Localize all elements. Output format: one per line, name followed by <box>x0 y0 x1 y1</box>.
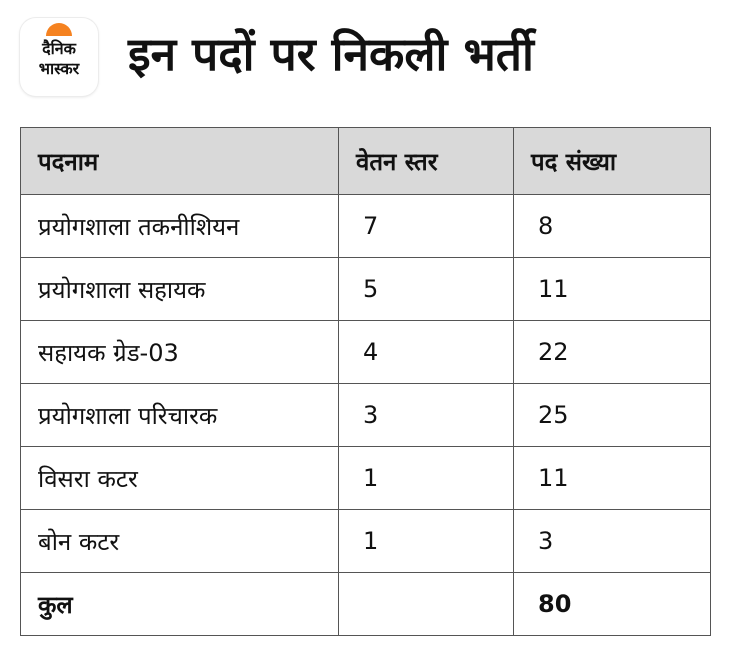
cell-pay-level: 1 <box>339 510 514 573</box>
dainik-bhaskar-logo <box>20 18 98 96</box>
table-row <box>21 384 711 447</box>
cell-post-name: प्रयोगशाला तकनीशियन <box>21 195 339 258</box>
cell-pay-level: 5 <box>339 258 514 321</box>
header-post-name: पदनाम <box>21 128 339 195</box>
cell-pay-level: 4 <box>339 321 514 384</box>
cell-post-name: प्रयोगशाला सहायक <box>21 258 339 321</box>
total-label: कुल <box>21 573 339 636</box>
table-row <box>21 258 711 321</box>
vacancy-table <box>20 127 711 636</box>
cell-post-count: 25 <box>514 384 711 447</box>
header-pay-level: वेतन स्तर <box>339 128 514 195</box>
table-row <box>21 447 711 510</box>
header <box>20 18 710 98</box>
cell-pay-level: 7 <box>339 195 514 258</box>
cell-post-count: 11 <box>514 447 711 510</box>
table-total-row <box>21 573 711 636</box>
table-row <box>21 510 711 573</box>
cell-post-count: 8 <box>514 195 711 258</box>
cell-post-name: बोन कटर <box>21 510 339 573</box>
header-post-count: पद संख्या <box>514 128 711 195</box>
cell-post-name: सहायक ग्रेड-03 <box>21 321 339 384</box>
table-header-row <box>21 128 711 195</box>
logo-text-line2: भास्कर <box>38 59 80 78</box>
cell-post-name: विसरा कटर <box>21 447 339 510</box>
logo-text-line1: दैनिक <box>42 39 76 58</box>
table-row <box>21 321 711 384</box>
sun-icon <box>46 23 72 36</box>
cell-post-count: 11 <box>514 258 711 321</box>
cell-post-count: 3 <box>514 510 711 573</box>
cell-pay-level: 1 <box>339 447 514 510</box>
cell-pay-level: 3 <box>339 384 514 447</box>
total-post-count: 80 <box>514 573 711 636</box>
total-pay-level <box>339 573 514 636</box>
page-title: इन पदों पर निकली भर्ती <box>128 27 534 81</box>
cell-post-count: 22 <box>514 321 711 384</box>
cell-post-name: प्रयोगशाला परिचारक <box>21 384 339 447</box>
table-row <box>21 195 711 258</box>
